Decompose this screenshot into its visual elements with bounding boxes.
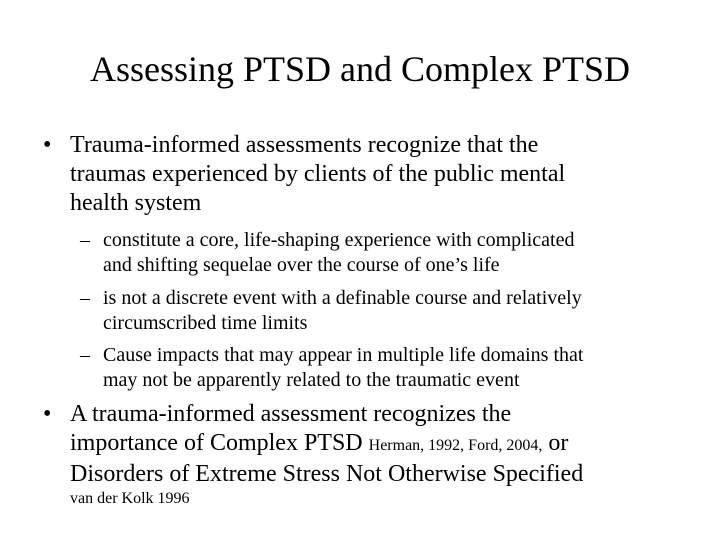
bullet-dot: • bbox=[43, 401, 52, 427]
sub-bullet-text bbox=[103, 286, 690, 336]
slide-title: Assessing PTSD and Complex PTSD bbox=[89, 49, 631, 89]
bullet-trauma-informed-assessments bbox=[43, 131, 693, 218]
sub-bullet-not-discrete-event bbox=[80, 286, 690, 336]
citation-van-der-kolk: van der Kolk 1996 bbox=[70, 490, 190, 507]
bullet-dot: • bbox=[43, 132, 52, 158]
bullet-line: traumas experienced by clients of the public mental bbox=[70, 161, 566, 187]
sub-bullet-line: may not be apparently related to the traumatic event bbox=[103, 369, 520, 391]
sub-bullet-text bbox=[103, 228, 690, 278]
sub-bullet-line: constitute a core, life-shaping experience with complicated bbox=[103, 229, 575, 251]
sub-bullet-line: is not a discrete event with a definable course and relatively bbox=[103, 287, 582, 309]
bullet-line-end: or bbox=[542, 430, 569, 456]
sub-bullet-dash: – bbox=[80, 344, 90, 366]
bullet-line: health system bbox=[70, 190, 202, 216]
bullet-complex-ptsd bbox=[43, 400, 693, 489]
sub-bullet-cause-impacts bbox=[80, 343, 690, 393]
sub-bullet-line: Cause impacts that may appear in multiple life domains that bbox=[103, 344, 584, 366]
sub-bullet-core-experience bbox=[80, 228, 690, 278]
sub-bullet-line: circumscribed time limits bbox=[103, 312, 308, 334]
bullet-line: Disorders of Extreme Stress Not Otherwise Specified bbox=[70, 461, 584, 487]
bullet-line bbox=[70, 429, 693, 460]
bullet-line-text: importance of Complex PTSD bbox=[70, 430, 369, 456]
sub-bullet-text bbox=[103, 343, 690, 393]
bullet-line: Trauma-informed assessments recognize that the bbox=[70, 132, 539, 158]
sub-bullet-dash: – bbox=[80, 229, 90, 251]
bullet-text bbox=[70, 131, 693, 218]
sub-bullet-line: and shifting sequelae over the course of one’s life bbox=[103, 254, 500, 276]
bullet-line: A trauma-informed assessment recognizes the bbox=[70, 401, 512, 427]
bullet-text bbox=[70, 400, 693, 489]
citation-inline: Herman, 1992, Ford, 2004, bbox=[368, 437, 543, 454]
sub-bullet-dash: – bbox=[80, 287, 90, 309]
